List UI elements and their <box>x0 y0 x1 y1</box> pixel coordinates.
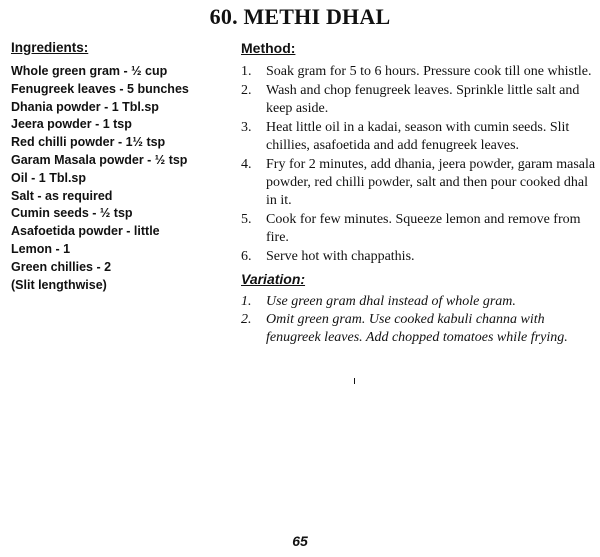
ingredient-item: Red chilli powder - 1½ tsp <box>11 135 166 150</box>
method-step <box>241 156 596 210</box>
ingredient-item: (Slit lengthwise) <box>11 277 107 292</box>
ingredient-item: Fenugreek leaves - 5 bunches <box>11 81 189 96</box>
step-number: 5. <box>241 212 252 227</box>
variation-text: Omit green gram. Use cooked kabuli channa with fenugreek leaves. Add chopped tomatoes while frying. <box>266 312 568 345</box>
ingredient-item: Salt - as required <box>11 188 113 203</box>
step-text: Wash and chop fenugreek leaves. Sprinkle little salt and keep aside. <box>266 83 580 116</box>
variation-number: 2. <box>241 312 252 327</box>
ingredients-list <box>11 63 236 294</box>
ingredients-section <box>11 40 236 294</box>
step-number: 6. <box>241 249 252 264</box>
method-section <box>241 40 596 347</box>
ingredient-item: Asafoetida powder - little <box>11 224 160 239</box>
recipe-title: 60. METHI DHAL <box>209 4 391 29</box>
method-step <box>241 119 596 155</box>
variation-heading: Variation: <box>241 271 306 287</box>
step-text: Fry for 2 minutes, add dhania, jeera powder, garam masala powder, red chilli powder, salt and then pour cooked dhal in it. <box>266 157 596 208</box>
step-text: Cook for few minutes. Squeeze lemon and remove from fire. <box>266 212 581 245</box>
page-number: 65 <box>292 533 308 549</box>
variation-text: Use green gram dhal instead of whole gram. <box>266 294 516 309</box>
ingredient-item: Garam Masala powder - ½ tsp <box>11 152 188 167</box>
variation-number: 1. <box>241 294 252 309</box>
variation-item <box>241 293 596 311</box>
step-number: 4. <box>241 157 252 172</box>
step-text: Heat little oil in a kadai, season with cumin seeds. Slit chillies, asafoetida and add fenugreek leaves. <box>266 120 570 153</box>
ingredient-item: Whole green gram - ½ cup <box>11 64 168 78</box>
variation-list <box>241 293 596 347</box>
print-speck <box>354 378 355 384</box>
ingredients-heading: Ingredients: <box>11 40 89 55</box>
step-number: 1. <box>241 64 252 79</box>
ingredient-item: Lemon - 1 <box>11 241 71 256</box>
ingredient-item: Green chillies - 2 <box>11 259 112 274</box>
variation-item <box>241 311 596 347</box>
ingredient-item: Oil - 1 Tbl.sp <box>11 170 87 185</box>
step-number: 3. <box>241 120 252 135</box>
step-text: Soak gram for 5 to 6 hours. Pressure cook till one whistle. <box>266 64 592 79</box>
ingredient-item: Jeera powder - 1 tsp <box>11 117 132 132</box>
method-step <box>241 82 596 118</box>
method-step <box>241 211 596 247</box>
method-heading: Method: <box>241 40 296 56</box>
ingredient-item: Dhania powder - 1 Tbl.sp <box>11 99 159 114</box>
method-step <box>241 63 596 81</box>
method-step <box>241 248 596 266</box>
ingredient-item: Cumin seeds - ½ tsp <box>11 206 133 221</box>
method-steps <box>241 63 596 266</box>
step-number: 2. <box>241 83 252 98</box>
step-text: Serve hot with chappathis. <box>266 249 415 264</box>
